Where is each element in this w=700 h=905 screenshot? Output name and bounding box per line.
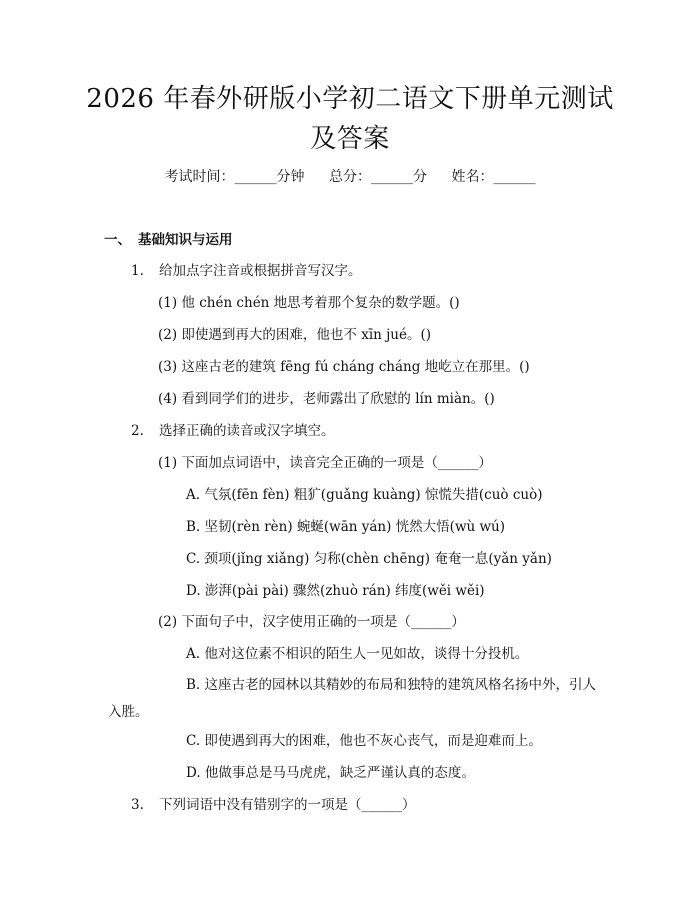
q1-item-2: (2) 即使遇到再大的困难，他也不 xīn jué。() [158,327,432,343]
q2-sub1-option-b: B. 坚韧(rèn rèn) 蜿蜒(wān yán) 恍然大悟(wù wú) [186,519,506,535]
document-title-line-2: 及答案 [310,124,390,154]
question-number: 3. [131,797,144,813]
q1-item-1: (1) 他 chén chén 地思考着那个复杂的数学题。() [158,295,460,311]
question-number: 1. [131,263,144,279]
q2-sub1-option-c: C. 颈项(jǐng xiǎng) 匀称(chèn chēng) 奄奄一息(yǎn yǎn) [186,551,552,567]
total-score-field: 总分：______分 [329,169,427,185]
student-name-field: 姓名：______ [451,169,536,185]
q2-sub2-option-a: A. 他对这位素不相识的陌生人一见如故，谈得十分投机。 [186,646,529,662]
section-number: 一、 [104,232,131,248]
q2-sub2-option-d: D. 他做事总是马马虎虎，缺乏严谨认真的态度。 [186,765,475,781]
q2-sub1-option-d: D. 澎湃(pài pài) 骤然(zhuò rán) 纬度(wěi wěi) [186,583,485,599]
exam-time-field: 考试时间：______分钟 [164,169,305,185]
question-text: 下列词语中没有错别字的一项是（______） [159,797,416,813]
q2-sub1-stem: (1) 下面加点词语中，读音完全正确的一项是（______） [158,455,492,471]
question-text: 给加点字注音或根据拼音写汉字。 [159,263,362,279]
q2-sub1-option-a: A. 气氛(fēn fèn) 粗犷(guǎng kuàng) 惊慌失措(cuò cuò) [186,487,543,503]
section-heading [104,230,233,250]
question-text: 选择正确的读音或汉字填空。 [159,423,335,439]
q2-sub2-stem: (2) 下面句子中，汉字使用正确的一项是（______） [158,614,465,630]
q2-sub2-option-c: C. 即使遇到再大的困难，他也不灰心丧气，而是迎难而上。 [186,733,542,749]
q1-item-3: (3) 这座古老的建筑 fēng fú cháng cháng 地屹立在那里。() [158,359,530,375]
exam-info [0,167,700,187]
question-number: 2. [131,423,144,439]
q2-sub2-option-b: B. 这座古老的园林以其精妙的布局和独特的建筑风格名扬中外，引人入胜。 [108,677,597,720]
question-1 [131,261,362,281]
document-title-line-1: 2026 年春外研版小学初二语文下册单元测试 [86,84,614,114]
question-3 [131,795,416,815]
q1-item-4: (4) 看到同学们的进步，老师露出了欣慰的 lín miàn。() [158,391,495,407]
section-title: 基础知识与运用 [138,232,233,248]
question-2 [131,421,335,441]
